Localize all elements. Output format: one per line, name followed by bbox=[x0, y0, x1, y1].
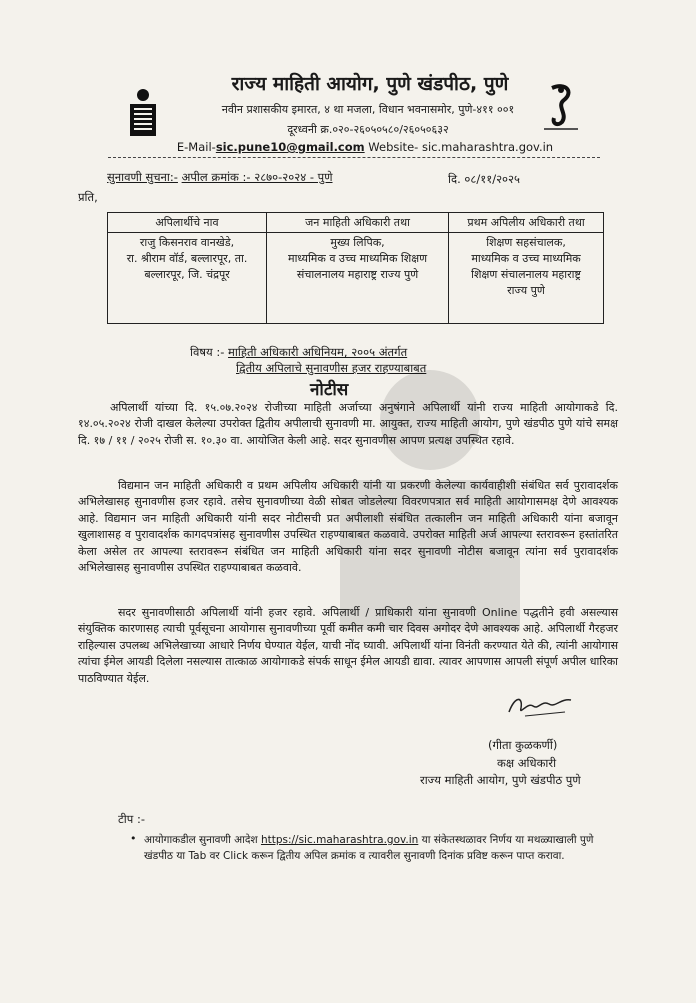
faa-line: राज्य पुणे bbox=[507, 284, 545, 297]
col-header-appellant: अपिलार्थीचे नाव bbox=[108, 213, 267, 233]
faa-line: शिक्षण सहसंचालक, bbox=[486, 236, 566, 249]
footnote-label: टीप :- bbox=[118, 812, 145, 826]
appellant-line: रा. श्रीराम वॉर्ड, बल्लारपूर, ता. bbox=[126, 252, 248, 265]
footnote-text-after: या संकेतस्थळावर निर्णय या मथळ्याखाली पुणे खंडपीठ या Tab वर Click करून द्वितीय अपिल क्रमांक व त्यावरील सुनावणी दिनांक प्रविष्ट करून पाप्त करावा. bbox=[144, 834, 594, 862]
signatory-office: राज्य माहिती आयोग, पुणे खंडपीठ पुणे bbox=[420, 773, 581, 787]
bullet-icon: • bbox=[130, 832, 137, 845]
date-value: ०८/११/२०२५ bbox=[464, 172, 520, 186]
faa-cell bbox=[449, 233, 604, 324]
handwritten-signature bbox=[505, 692, 575, 720]
appellant-line: राजु किसनराव वानखेडे, bbox=[139, 236, 235, 249]
salutation: प्रति, bbox=[78, 190, 98, 204]
header-title: राज्य माहिती आयोग, पुणे खंडपीठ, पुणे bbox=[231, 73, 509, 95]
pillar-emblem-icon bbox=[126, 88, 160, 138]
signatory-name: (गीता कुळकर्णी) bbox=[488, 738, 558, 752]
notice-date bbox=[448, 172, 520, 187]
faa-line: शिक्षण संचालनालय महाराष्ट्र bbox=[471, 268, 581, 281]
faa-line: माध्यमिक व उच्च माध्यमिक bbox=[471, 252, 581, 265]
website-label: Website- bbox=[368, 140, 419, 154]
date-label: दि. bbox=[448, 172, 461, 186]
notice-label: सुनावणी सुचना:- bbox=[107, 170, 178, 184]
subject-block bbox=[190, 344, 426, 376]
parties-table bbox=[107, 212, 604, 324]
subject-label: विषय :- bbox=[190, 345, 225, 359]
footnote-text bbox=[144, 832, 624, 864]
pio-line: संचालनालय महाराष्ट्र राज्य पुणे bbox=[296, 268, 419, 281]
subject-line-1: माहिती अधिकारी अधिनियम, २००५ अंतर्गत bbox=[228, 345, 408, 359]
table-header-row bbox=[108, 213, 604, 233]
body-paragraph-2: विद्यमान जन माहिती अधिकारी व प्रथम अपिलीय अधिकारी यांनी या प्रकरणी केलेल्या कार्यवाहीशी संबंधित सर्व पुरावादर्शक अभिलेखासह सुनावणीस हजर रहावे. तसेच सुनावणीच्या वेळी सोबत जोडलेल्या विवरणपत्रात सर्व माहिती आयोगासमक्ष देणे आवश्यक आहे. विद्यमान जन माहिती अधिकारी यांनी सदर नोटीसची प्रत अपीलाशी संबंधित तत्कालीन जन माहिती अधिकारी यांना बजावून खुलाशासह व पुरावादर्शक कागदपत्रांसह सुनावणीस उपस्थित राहण्याबाबत कळवावे. उपरोक्त माहिती अर्ज आपल्या स्तरावरून हस्तांतरित केला असेल तर आपल्या स्तरावरून संबंधित जन माहिती अधिकारी यांना सदर सुनावणी नोटीस बजावून त्यांना सर्व पुरावादर्शक अभिलेखासह सुनावणीस उपस्थित राहण्याबाबत कळवावे. bbox=[78, 479, 618, 575]
signatory-designation: कक्ष अधिकारी bbox=[497, 756, 557, 770]
email-label: E-Mail- bbox=[176, 140, 216, 154]
subject-line-2: द्वितीय अपिलाचे सुनावणीस हजर राहण्याबाबत bbox=[236, 361, 427, 375]
email-link[interactable]: sic.pune10@gmail.com bbox=[215, 140, 365, 154]
appellant-cell bbox=[108, 233, 267, 324]
body-paragraph-3: सदर सुनावणीसाठी अपिलार्थी यांनी हजर रहावे. अपिलार्थी / प्राधिकारी यांना सुनावणी Online पद्धतीने हवी असल्यास संयुक्तिक कारणासह त्याची पूर्वसूचना आयोगास सुनावणीच्या पूर्वी कमीत कमी चार दिवस अगोदर देणे आवश्यक आहे. अपिलार्थी गैरहजर राहिल्यास उपलब्ध अभिलेखाच्या आधारे निर्णय घेण्यात येईल, याची नोंद घ्यावी. अपिलार्थी यांना विनंती करण्यात येते की, त्यांनी आयोगास त्यांचा ईमेल आयडी दिलेला नसल्यास तात्काळ आयोगाकडे संपर्क साधून ईमेल आयडी द्यावा. त्यावर आपणास आपली संपूर्ण अपील धारिका पाठविण्यात येईल. bbox=[78, 606, 618, 685]
header-address: नवीन प्रशासकीय इमारत, ४ था मजला, विधान भवनासमोर, पुणे-४११ ००१ bbox=[221, 103, 515, 116]
appellant-line: बल्लारपूर, जि. चंद्रपूर bbox=[144, 268, 230, 281]
website-link[interactable]: sic.maharashtra.gov.in bbox=[421, 140, 554, 154]
header-contact bbox=[150, 140, 580, 154]
col-header-faa: प्रथम अपिलीय अधिकारी तथा bbox=[449, 213, 604, 233]
body-paragraph-1: अपिलार्थी यांच्या दि. १५.०७.२०२४ रोजीच्या माहिती अर्जाच्या अनुषंगाने अपिलार्थी यांनी राज्य माहिती आयोगाकडे दि. १४.०५.२०२४ रोजी दाखल केलेल्या उपरोक्त द्वितीय अपीलाची सुनावणी मा. आयुक्त, राज्य माहिती आयोग, पुणे खंडपीठ पुणे यांचे समक्ष दि. १७ / ११ / २०२५ रोजी स. १०.३० वा. आयोजित केली आहे. सदर सुनावणीस आपण प्रत्यक्ष उपस्थित रहावे. bbox=[78, 401, 618, 447]
header-divider bbox=[108, 157, 600, 158]
footnote-text-before: आयोगाकडील सुनावणी आदेश bbox=[144, 834, 258, 846]
reference-line bbox=[107, 170, 333, 185]
appeal-number: अपील क्रमांक :- २८७०-२०२४ - पुणे bbox=[181, 170, 333, 184]
notice-title: नोटीस bbox=[310, 380, 349, 400]
table-row bbox=[108, 233, 604, 324]
col-header-pio: जन माहिती अधिकारी तथा bbox=[267, 213, 449, 233]
header-phone: दूरध्वनी क्र.०२०-२६०५०५८०/२६०५०६३२ bbox=[287, 123, 449, 136]
pio-line: मुख्य लिपिक, bbox=[330, 236, 385, 249]
pio-line: माध्यमिक व उच्च माध्यमिक शिक्षण bbox=[288, 252, 428, 265]
pio-cell bbox=[267, 233, 449, 324]
footnote-link[interactable]: https://sic.maharashtra.gov.in bbox=[260, 834, 419, 846]
